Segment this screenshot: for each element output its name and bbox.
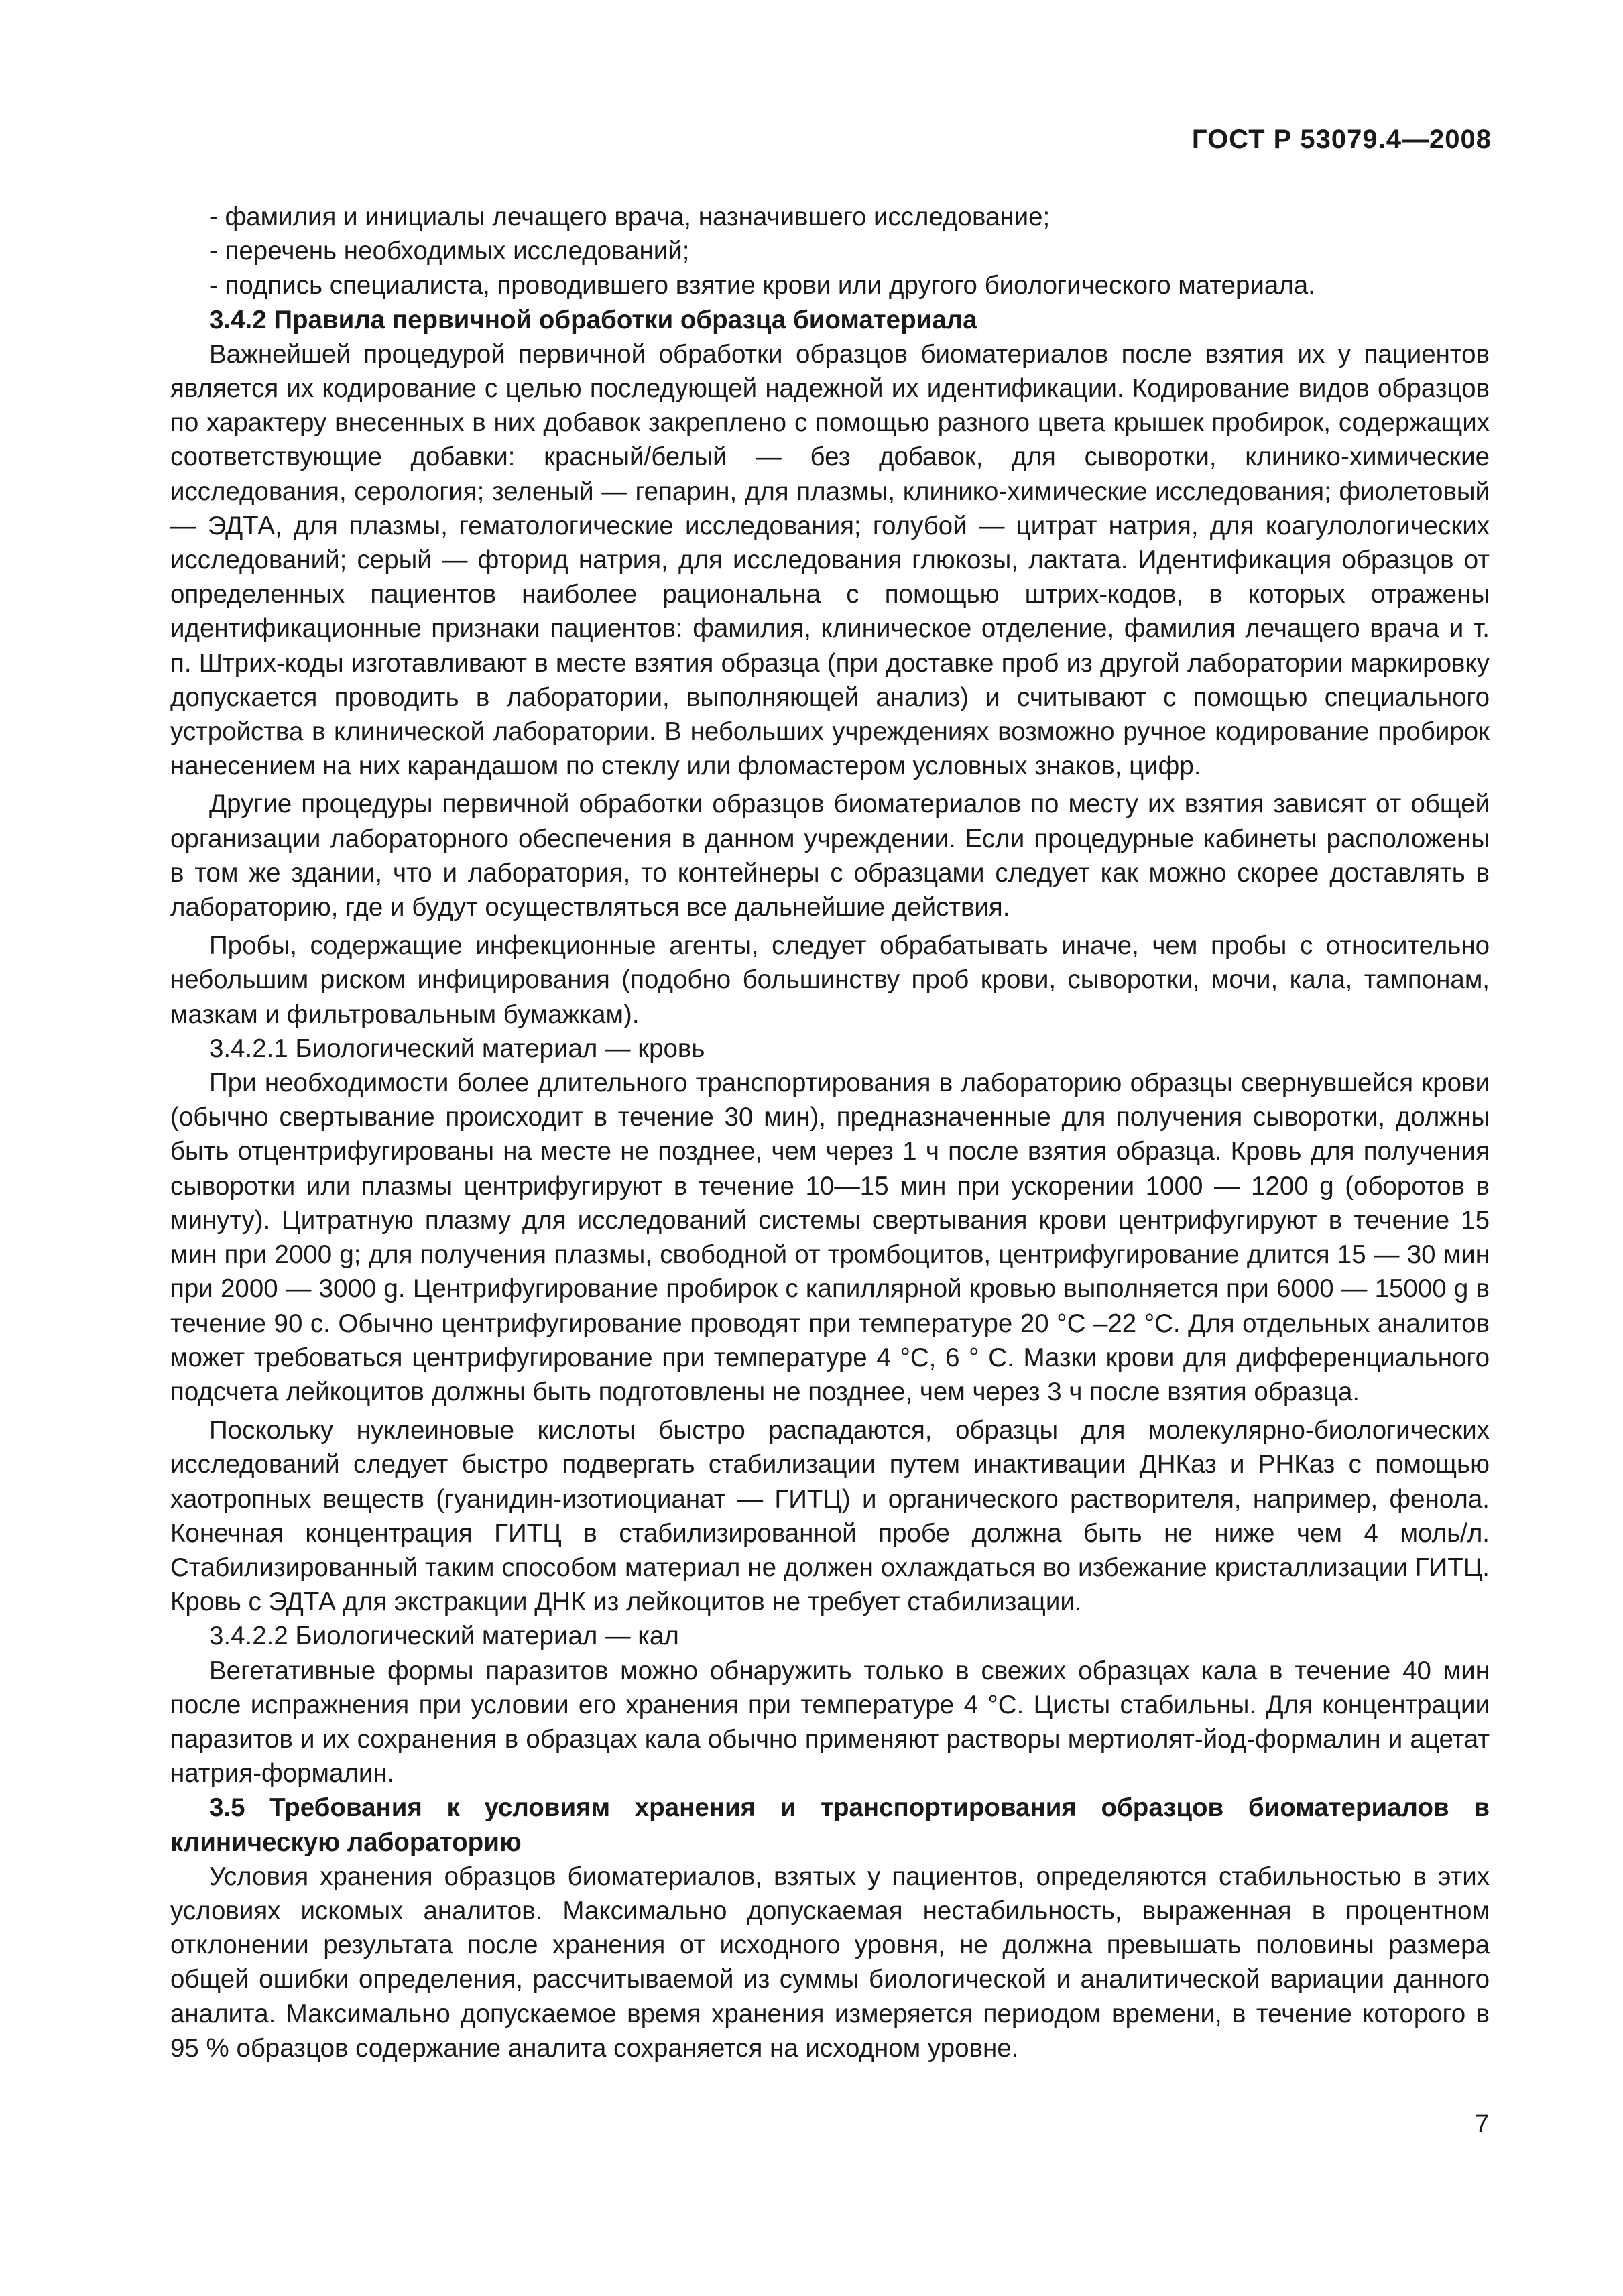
list-item: - перечень необходимых исследований; (209, 237, 690, 266)
paragraph: Условия хранения образцов биоматериалов, взятых у пациентов, определяются стабильностью в этих условиях искомых аналитов. Максимально допускаемая нестабильность, выраженная в процентном отклонении результата после хранения от исходного уровня, не должна превышать половины размера общей ошибки определения, рассчитываемой из суммы биологической и аналитической вариации данного аналита. Максимально допускаемое время хранения измеряется периодом времени, в течение которого в 95 % образцов содержание аналита сохраняется на исходном уровне. (170, 1862, 1490, 2063)
standard-header: ГОСТ Р 53079.4—2008 (1191, 125, 1492, 154)
page-number: 7 (1474, 2110, 1489, 2138)
paragraph: Поскольку нуклеиновые кислоты быстро распадаются, образцы для молекулярно-биологических исследований следует быстро подвергать стабилизации путем инактивации ДНКаз и РНКаз с помощью хаотропных веществ (гуанидин-изотиоцианат — ГИТЦ) и органического растворителя, например, фенола. Конечная концентрация ГИТЦ в стабилизированной пробе должна быть не ниже чем 4 моль/л. Стабилизированный таким способом материал не должен охлаждаться во избежание кристаллизации ГИТЦ. Кровь с ЭДТА для экстракции ДНК из лейкоцитов не требует стабилизации. (170, 1416, 1490, 1617)
section-heading-3-4-2-2: 3.4.2.2 Биологический материал — кал (209, 1622, 679, 1651)
section-heading-3-4-2-1: 3.4.2.1 Биологический материал — кровь (209, 1034, 705, 1063)
paragraph: Вегетативные формы паразитов можно обнаружить только в свежих образцах кала в течение 40 мин после испражнения при условии его хранения при температуре 4 °С. Цисты стабильны. Для концентрации паразитов и их сохранения в образцах кала обычно применяют растворы мертиолят-йод-формалин и ацетат натрия-формалин. (170, 1656, 1490, 1789)
list-item: - подпись специалиста, проводившего взятие крови или другого биологического материала. (209, 271, 1315, 300)
paragraph: При необходимости более длительного транспортирования в лабораторию образцы свернувшейся крови (обычно свертывание происходит в течение 30 мин), предназначенные для получения сыворотки, должны быть отцентрифугированы на месте не позднее, чем через 1 ч после взятия образца. Кровь для получения сыворотки или плазмы центрифугируют в течение 10—15 мин при ускорении 1000 — 1200 g (оборотов в минуту). Цитратную плазму для исследований системы свертывания крови центрифугируют в течение 15 мин при 2000 g; для получения плазмы, свободной от тромбоцитов, центрифугирование длится 15 — 30 мин при 2000 — 3000 g. Центрифугирование пробирок с капиллярной кровью выполняется при 6000 — 15000 g в течение 90 с. Обычно центрифугирование проводят при температуре 20 °С –22 °С. Для отдельных аналитов может требоваться центрифугирование при температуре 4 °С, 6 ° С. Мазки крови для дифференциального подсчета лейкоцитов должны быть подготовлены не позднее, чем через 3 ч после взятия образца. (170, 1069, 1490, 1406)
section-heading-3-5: 3.5 Требования к условиям хранения и транспортирования образцов биоматериалов в клиническую лабораторию (170, 1793, 1490, 1857)
list-item: - фамилия и инициалы лечащего врача, назначившего исследование; (209, 202, 1050, 231)
paragraph: Важнейшей процедурой первичной обработки образцов биоматериалов после взятия их у пациентов является их кодирование с целью последующей надежной их идентификации. Кодирование видов образцов по характеру внесенных в них добавок закреплено с помощью разного цвета крышек пробирок, содержащих соответствующие добавки: красный/белый — без добавок, для сыворотки, клинико-химические исследования, серология; зеленый — гепарин, для плазмы, клинико-химические исследования; фиолетовый — ЭДТА, для плазмы, гематологические исследования; голубой — цитрат натрия, для коагулологических исследований; серый — фторид натрия, для исследования глюкозы, лактата. Идентификация образцов от определенных пациентов наиболее рациональна с помощью штрих-кодов, в которых отражены идентификационные признаки пациентов: фамилия, клиническое отделение, фамилия лечащего врача и т. п. Штрих-коды изготавливают в месте взятия образца (при доставке проб из другой лаборатории маркировку допускается проводить в лаборатории, выполняющей анализ) и считывают с помощью специального устройства в клинической лаборатории. В небольших учреждениях возможно ручное кодирование пробирок нанесением на них карандашом по стеклу или фломастером условных знаков, цифр. (170, 339, 1490, 781)
document-body (170, 200, 1490, 2065)
paragraph: Другие процедуры первичной обработки образцов биоматериалов по месту их взятия зависят от общей организации лабораторного обеспечения в данном учреждении. Если процедурные кабинеты расположены в том же здании, что и лаборатория, то контейнеры с образцами следует как можно скорее доставлять в лабораторию, где и будут осуществляться все дальнейшие действия. (170, 790, 1490, 922)
section-heading-3-4-2: 3.4.2 Правила первичной обработки образца биоматериала (209, 305, 977, 335)
paragraph: Пробы, содержащие инфекционные агенты, следует обрабатывать иначе, чем пробы с относительно небольшим риском инфицирования (подобно большинству проб крови, сыворотки, мочи, кала, тампонам, мазкам и фильтровальным бумажкам). (170, 931, 1490, 1029)
